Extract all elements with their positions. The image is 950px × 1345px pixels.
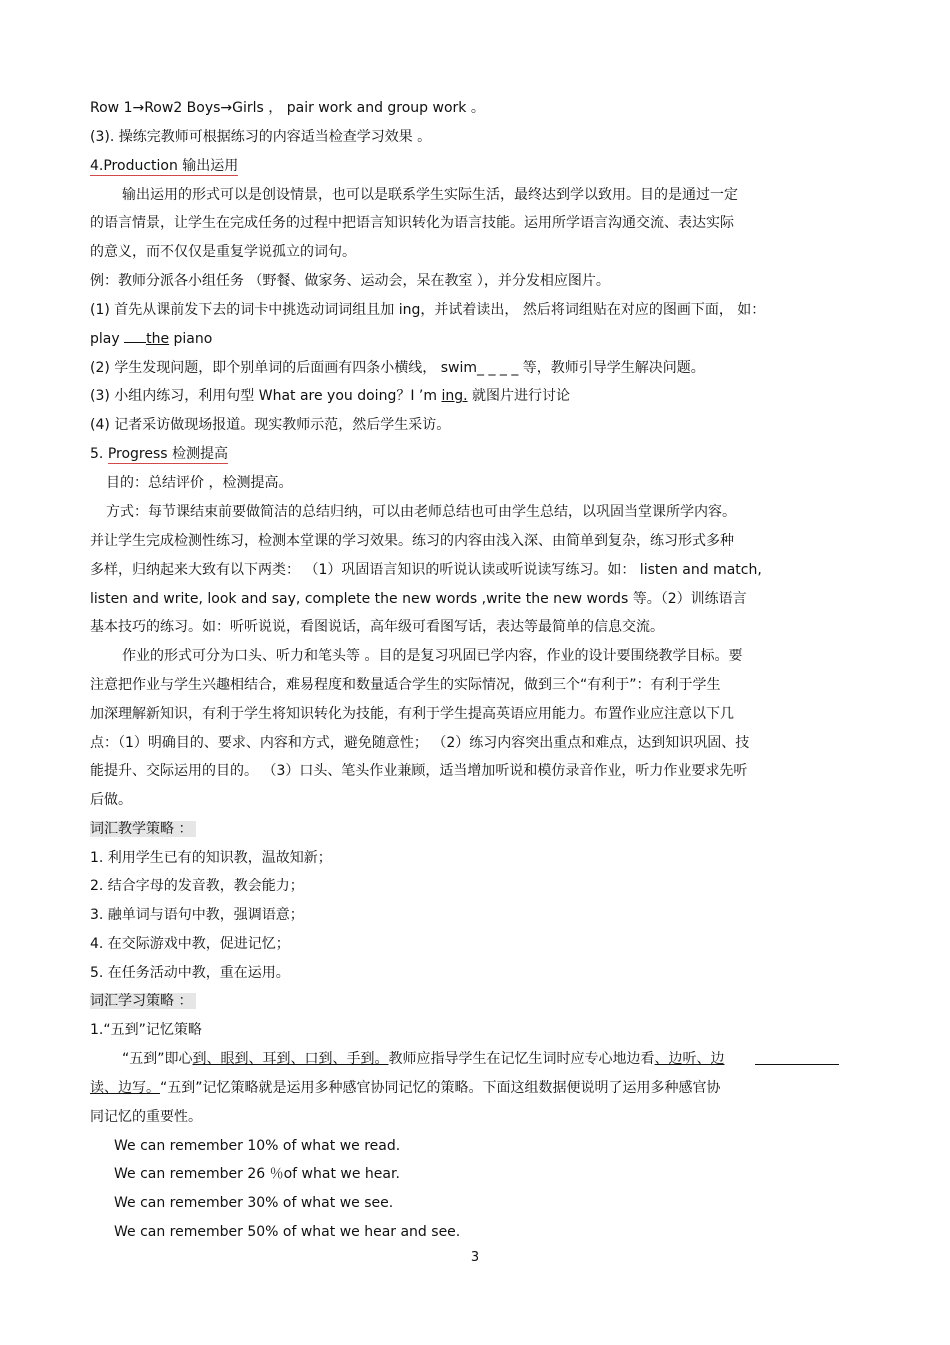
list-item: 4. 在交际游戏中教，促进记忆； — [90, 936, 290, 952]
paragraph-line: 多样，归纳起来大致有以下两类： （1）巩固语言知识的听说认读或听说读写练习。如： listen and match, — [90, 562, 762, 578]
section-heading-production — [90, 153, 865, 179]
example-line: 例：教师分派各小组任务 （野餐、做家务、运动会，呆在教室 ），并分发相应图片。 — [90, 273, 610, 289]
list-item: 1. 利用学生已有的知识教，温故知新； — [90, 850, 332, 866]
list-item: 1.“五到”记忆策略 — [90, 1022, 202, 1038]
paragraph-line: 点：（1）明确目的、要求、内容和方式，避免随意性； （2）练习内容突出重点和难点，达到知识巩固、技 — [90, 735, 750, 751]
paragraph-line: 读、边写。“五到”记忆策略就是运用多种感官协同记忆的策略。下面这组数据便说明了运用多种感官协 — [90, 1080, 721, 1096]
list-item: (2) 学生发现问题，即个别单词的后面画有四条小横线， swim_ _ _ _ 等，教师引导学生解决问题。 — [90, 360, 705, 376]
paragraph-line: 后做。 — [90, 792, 132, 808]
subheading-vocab-learning: 词汇学习策略 ： — [90, 988, 865, 1014]
blank-line — [755, 1050, 839, 1065]
heading-progress: Progress 检测提高 — [107, 446, 229, 462]
text-line: We can remember 30% of what we see. — [114, 1195, 394, 1211]
text-line: (3). 操练完教师可根据练习的内容适当检查学习效果 。 — [90, 129, 432, 145]
heading-production: 4.Production 输出运用 — [90, 158, 239, 174]
text-line: We can remember 26 ％of what we hear. — [114, 1166, 400, 1182]
list-item: 2. 结合字母的发音教，教会能力； — [90, 878, 304, 894]
paragraph-line: 同记忆的重要性。 — [90, 1109, 202, 1125]
paragraph-line: “五到”即心到、眼到、耳到、口到、手到。教师应指导学生在记忆生词时应专心地边看、边听、边 — [122, 1046, 865, 1072]
list-item: 3. 融单词与语句中教，强调语意； — [90, 907, 304, 923]
list-item: (1) 首先从课前发下去的词卡中挑选动词词组且加 ing，并试着读出， 然后将词组贴在对应的图画下面， 如： — [90, 302, 766, 318]
list-item: (3) 小组内练习，利用句型 What are you doing？I ’m ing. 就图片进行讨论 — [90, 388, 571, 404]
page-number: 3 — [470, 1250, 480, 1265]
list-item-continuation: play the piano — [90, 331, 213, 347]
text-line: We can remember 10% of what we read. — [114, 1138, 401, 1154]
paragraph-line: 输出运用的形式可以是创设情景，也可以是联系学生实际生活，最终达到学以致用。目的是通过一定 — [122, 187, 738, 203]
paragraph-line: 注意把作业与学生兴趣相结合，难易程度和数量适合学生的实际情况，做到三个“有利于”：有利于学生 — [90, 677, 721, 693]
paragraph-line: 的语言情景，让学生在完成任务的过程中把语言知识转化为语言技能。运用所学语言沟通交流、表达实际 — [90, 215, 734, 231]
paragraph-line: 的意义，而不仅仅是重复学说孤立的词句。 — [90, 244, 356, 260]
paragraph-line: 方式：每节课结束前要做简洁的总结归纳，可以由老师总结也可由学生总结，以巩固当堂课所学内容。 — [106, 504, 736, 520]
paragraph-line: 基本技巧的练习。如：听听说说，看图说话，高年级可看图写话，表达等最简单的信息交流。 — [90, 619, 664, 635]
paragraph-line: listen and write, look and say, complete the new words ,write the new words 等。（2）训练语言 — [90, 591, 747, 607]
paragraph-line: 作业的形式可分为口头、听力和笔头等 。目的是复习巩固已学内容，作业的设计要围绕教学目标。要 — [122, 648, 743, 664]
paragraph-line: 能提升、交际运用的目的。 （3）口头、笔头作业兼顾，适当增加听说和模仿录音作业，听力作业要求先听 — [90, 763, 748, 779]
text-line: Row 1→Row2 Boys→Girls ， pair work and group work 。 — [90, 100, 485, 116]
paragraph-line: 并让学生完成检测性练习，检测本堂课的学习效果。练习的内容由浅入深、由简单到复杂，练习形式多种 — [90, 533, 734, 549]
list-item: (4) 记者采访做现场报道。现实教师示范，然后学生采访。 — [90, 417, 451, 433]
paragraph-line: 加深理解新知识，有利于学生将知识转化为技能，有利于学生提高英语应用能力。布置作业应注意以下几 — [90, 706, 734, 722]
section-heading-progress: 5. Progress 检测提高 — [90, 446, 229, 462]
text-line: 目的：总结评价 ，检测提高。 — [106, 475, 293, 491]
subheading-vocab-teaching: 词汇教学策略 ： — [90, 816, 865, 842]
text-line: We can remember 50% of what we hear and see. — [114, 1224, 461, 1240]
list-item: 5. 在任务活动中教，重在运用。 — [90, 965, 290, 981]
